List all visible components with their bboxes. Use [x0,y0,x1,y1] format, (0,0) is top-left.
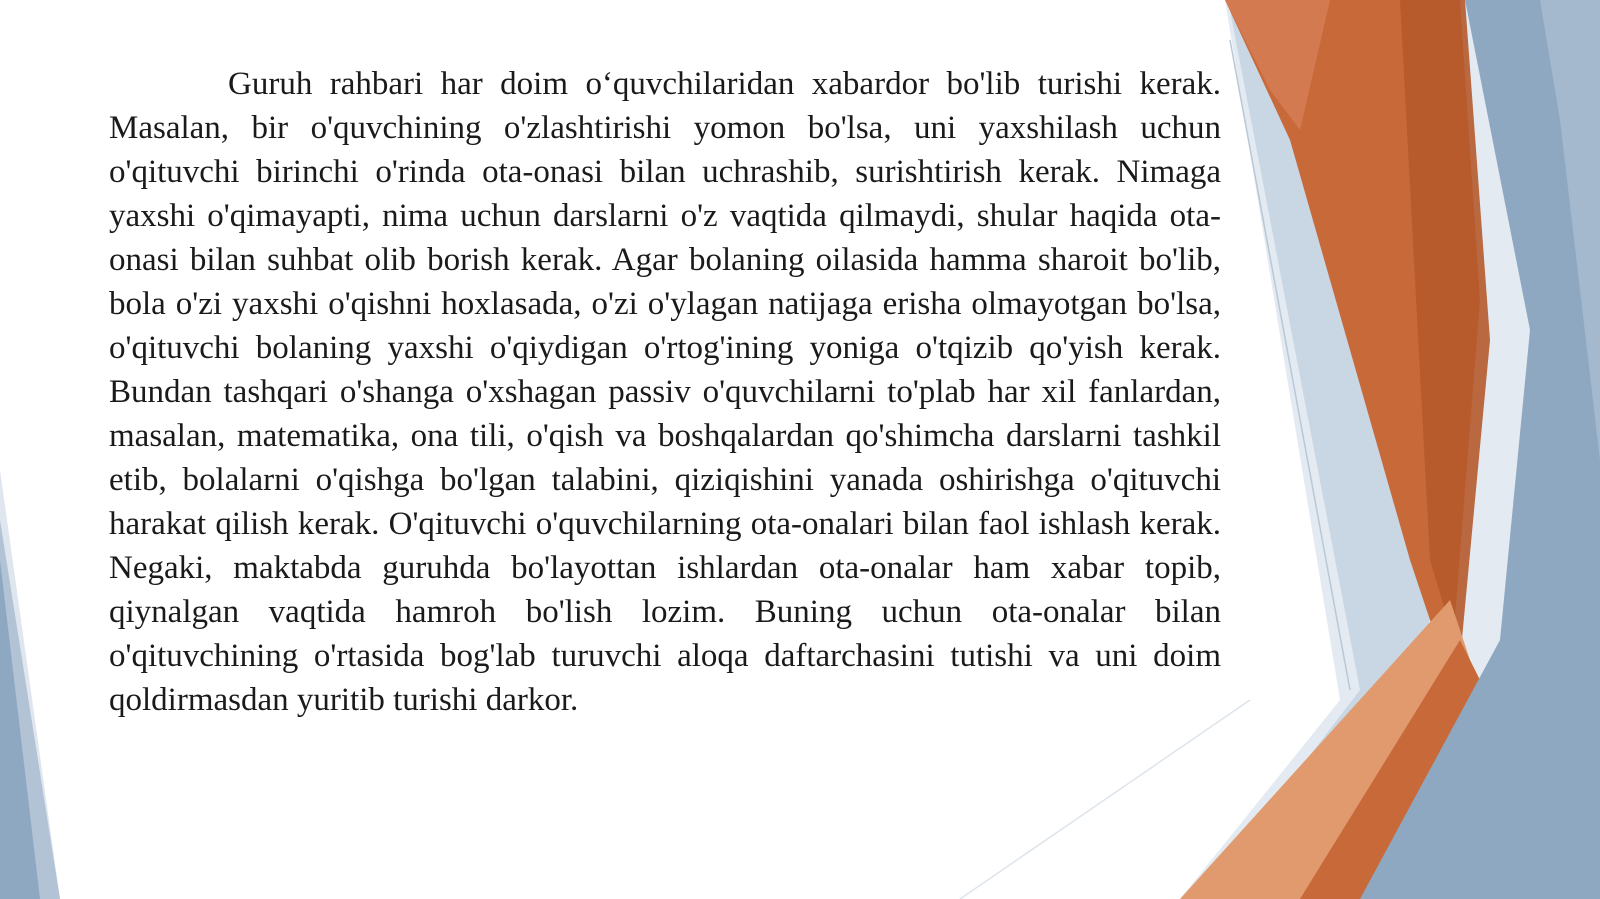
body-paragraph: Guruh rahbari har doim o‘quvchilaridan xabardor bo'lib turishi kerak. Masalan, bir o'quvchining o'zlashtirishi yomon bo'lsa, uni yaxshilash uchun o'qituvchi birinchi o'rinda ota-onasi bilan uchrashib, surishtirish kerak. Nimaga yaxshi o'qimayapti, nima uchun darslarni o'z vaqtida qilmaydi, shular haqida ota-onasi bilan suhbat olib borish kerak. Agar bolaning oilasida hamma sharoit bo'lib, bola o'zi yaxshi o'qishni hoxlasada, o'zi o'ylagan natijaga erisha olmayotgan bo'lsa, o'qituvchi bolaning yaxshi o'qiydigan o'rtog'ining yoniga o'tqizib qo'yish kerak. Bundan tashqari o'shanga o'xshagan passiv o'quvchilarni to'plab har xil fanlardan, masalan, matematika, ona tili, o'qish va boshqalardan qo'shimcha darslarni tashkil etib, bolalarni o'qishga bo'lgan talabini, qiziqishini yanada oshirishga o'qituvchi harakat qilish kerak. O'qituvchi o'quvchilarning ota-onalari bilan faol ishlash kerak. Negaki, maktabda guruhda bo'layottan ishlardan ota-onalar ham xabar topib, qiynalgan vaqtida hamroh bo'lish lozim. Buning uchun ota-onalar bilan o'qituvchining o'rtasida bog'lab turuvchi aloqa daftarchasini tutishi va uni doim qoldirmasdan yuritib turishi darkor. [109,66,1221,718]
